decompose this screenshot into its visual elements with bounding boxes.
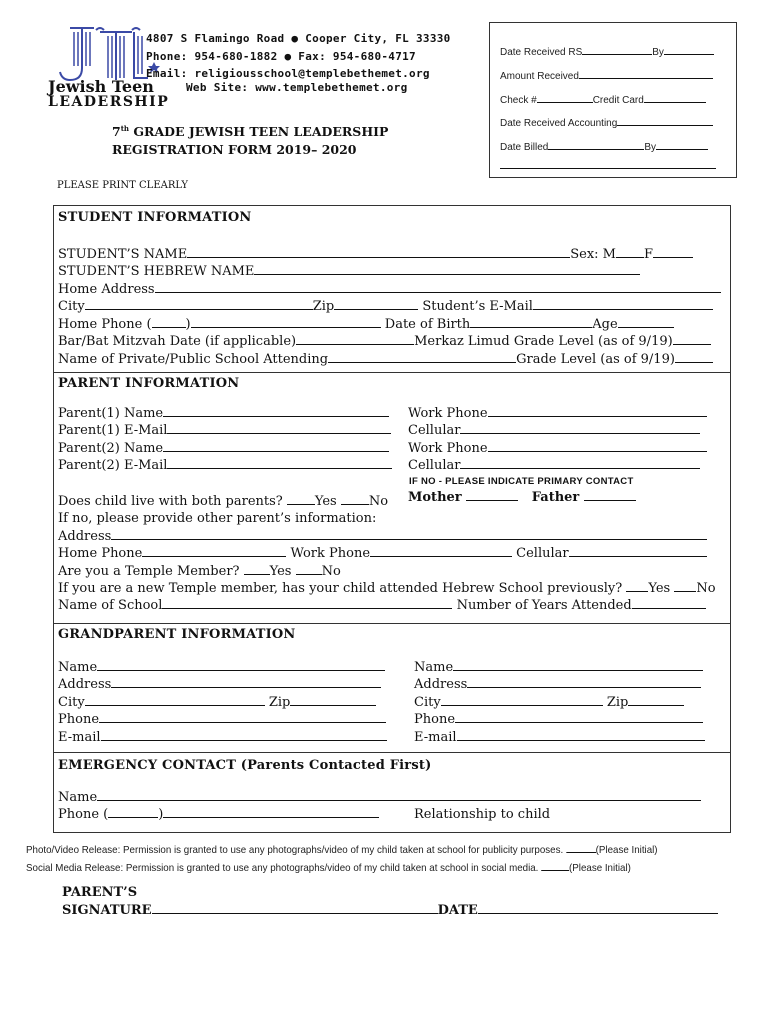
age-field[interactable] [618,317,674,328]
gp1-zip-field[interactable] [290,695,376,706]
father-primary-field[interactable] [584,490,636,501]
parent2-work-phone-row: Work Phone [408,440,707,457]
parent1-email-row: Parent(1) E-Mail [58,422,391,439]
parent1-work-phone-row: Work Phone [408,405,707,422]
signature-row: SIGNATURE DATE [62,903,718,918]
parent1-email-field[interactable] [167,423,391,434]
parent1-cellular-row: Cellular [408,422,700,439]
other-parent-address-field[interactable] [111,529,707,540]
other-parent-work-phone-field[interactable] [370,546,512,557]
city-zip-email-row: City Zip Student’s E-Mail [58,298,713,315]
divider [53,623,731,624]
student-name-row: STUDENT’S NAME Sex: M F [58,246,693,263]
home-address-row: Home Address [58,281,721,298]
parent1-work-phone-field[interactable] [488,406,707,417]
student-email-field[interactable] [533,299,713,310]
signature-field[interactable] [152,903,438,914]
parent1-cellular-field[interactable] [460,423,700,434]
phone-fax-line: Phone: 954-680-1882 ● Fax: 954-680-4717 [146,50,416,63]
address-line: 4807 S Flamingo Road ● Cooper City, FL 33330 [146,32,451,45]
home-address-field[interactable] [155,282,721,293]
gp1-name-field[interactable] [97,660,385,671]
parent2-email-field[interactable] [167,458,392,469]
parent2-email-row: Parent(2) E-Mail [58,457,392,474]
parent2-cellular-row: Cellular [408,457,700,474]
gp2-address-field[interactable] [467,677,701,688]
social-release-initial-field[interactable] [541,860,569,871]
social-release-row: Social Media Release: Permission is granted to use any photographs/video of my child taken at school in social media. (Please Initial) [26,862,631,874]
grandparent-section-heading: GRANDPARENT INFORMATION [58,627,296,642]
student-name-field[interactable] [187,247,570,258]
form-title-line2: REGISTRATION FORM 2019– 2020 [112,142,357,157]
gp2-phone-field[interactable] [455,712,703,723]
gp2-zip-field[interactable] [628,695,684,706]
form-title-line1: 7th GRADE JEWISH TEEN LEADERSHIP [112,124,389,140]
gp2-name-field[interactable] [453,660,703,671]
previous-school-row: Name of School Number of Years Attended [58,597,706,614]
grade-level-field[interactable] [675,352,713,363]
sex-f-field[interactable] [653,247,693,258]
gp1-phone-field[interactable] [99,712,386,723]
school-row: Name of Private/Public School Attending Grade Level (as of 9/19) [58,351,713,368]
parent2-work-phone-field[interactable] [488,441,707,452]
gp1-name-row: Name [58,659,385,676]
emergency-section-heading: EMERGENCY CONTACT (Parents Contacted First) [58,758,432,773]
gp1-email-field[interactable] [101,730,387,741]
parents-label: PARENT’S [62,885,138,900]
home-phone-field[interactable] [191,317,381,328]
gp1-city-field[interactable] [85,695,265,706]
other-parent-home-phone-field[interactable] [142,546,286,557]
logo-subtitle: LEADERSHIP [48,94,170,110]
photo-release-initial-field[interactable] [566,842,596,853]
gp2-city-field[interactable] [441,695,603,706]
both-parents-no-field[interactable] [341,494,369,505]
temple-member-row: Are you a Temple Member? Yes No [58,564,341,579]
mitzvah-date-field[interactable] [296,334,414,345]
primary-contact-row: Mother Father [408,489,636,506]
gp2-email-row: E-mail [414,729,705,746]
emergency-name-field[interactable] [97,790,701,801]
gp2-phone-row: Phone [414,711,703,728]
emergency-phone-field[interactable] [163,807,379,818]
print-clearly-note: PLEASE PRINT CLEARLY [57,180,188,191]
divider [53,372,731,373]
student-section-heading: STUDENT INFORMATION [58,210,252,225]
gp1-city-row: City Zip [58,694,376,711]
website-line: Web Site: www.templebethemet.org [186,81,408,94]
other-parent-address-row: Address [58,528,707,545]
primary-contact-note: IF NO - PLEASE INDICATE PRIMARY CONTACT [409,476,634,487]
both-parents-yes-field[interactable] [287,494,315,505]
attended-no-field[interactable] [674,581,696,592]
dob-field[interactable] [470,317,592,328]
parent1-name-row: Parent(1) Name [58,405,389,422]
emergency-name-row: Name [58,789,701,806]
emergency-phone-row: Phone ( ) [58,806,379,823]
divider [53,752,731,753]
parent2-cellular-field[interactable] [460,458,700,469]
merkaz-grade-field[interactable] [673,334,711,345]
date-field[interactable] [478,903,718,914]
parent-section-heading: PARENT INFORMATION [58,376,240,391]
both-parents-row: Does child live with both parents? Yes No [58,494,389,509]
email-line: Email: religiousschool@templebethemet.org [146,67,430,80]
other-parent-info-label: If no, please provide other parent’s information: [58,511,377,526]
gp2-email-field[interactable] [457,730,705,741]
hebrew-name-field[interactable] [254,264,640,275]
other-parent-phones-row: Home Phone Work Phone Cellular [58,545,707,562]
emergency-area-code-field[interactable] [108,807,158,818]
date-received-rs: Date Received RS By [500,44,714,58]
date-received-accounting: Date Received Accounting [500,115,713,129]
logo-title: Jewish Teen [48,77,154,96]
temple-member-no-field[interactable] [296,564,322,575]
office-bottom-line [500,168,716,169]
area-code-field[interactable] [152,317,186,328]
sex-m-field[interactable] [616,247,644,258]
hebrew-name-row: STUDENT’S HEBREW NAME [58,263,640,280]
mitzvah-row: Bar/Bat Mitzvah Date (if applicable) Merkaz Limud Grade Level (as of 9/19) [58,333,711,350]
gp1-address-row: Address [58,676,381,693]
previous-school-field[interactable] [162,598,452,609]
parent2-name-field[interactable] [163,441,389,452]
gp1-email-row: E-mail [58,729,387,746]
other-parent-cellular-field[interactable] [569,546,707,557]
gp2-name-row: Name [414,659,703,676]
school-field[interactable] [328,352,516,363]
new-member-row: If you are a new Temple member, has your child attended Hebrew School previously? Yes No [58,581,716,596]
parent2-name-row: Parent(2) Name [58,440,389,457]
gp2-address-row: Address [414,676,701,693]
check-credit-card: Check # Credit Card [500,92,706,106]
zip-field[interactable] [334,299,418,310]
attended-yes-field[interactable] [626,581,648,592]
mother-primary-field[interactable] [466,490,518,501]
gp1-address-field[interactable] [111,677,381,688]
amount-received: Amount Received [500,68,713,82]
date-billed: Date Billed By [500,139,708,153]
gp2-city-row: City Zip [414,694,684,711]
city-field[interactable] [85,299,313,310]
relationship-label: Relationship to child [414,807,551,822]
gp1-phone-row: Phone [58,711,386,728]
phone-dob-row: Home Phone ( ) Date of Birth Age [58,316,674,333]
parent1-name-field[interactable] [163,406,389,417]
photo-release-row: Photo/Video Release: Permission is granted to use any photographs/video of my child taken at school for publicity purposes. (Please Initial) [26,844,658,856]
years-attended-field[interactable] [632,598,706,609]
temple-member-yes-field[interactable] [244,564,270,575]
